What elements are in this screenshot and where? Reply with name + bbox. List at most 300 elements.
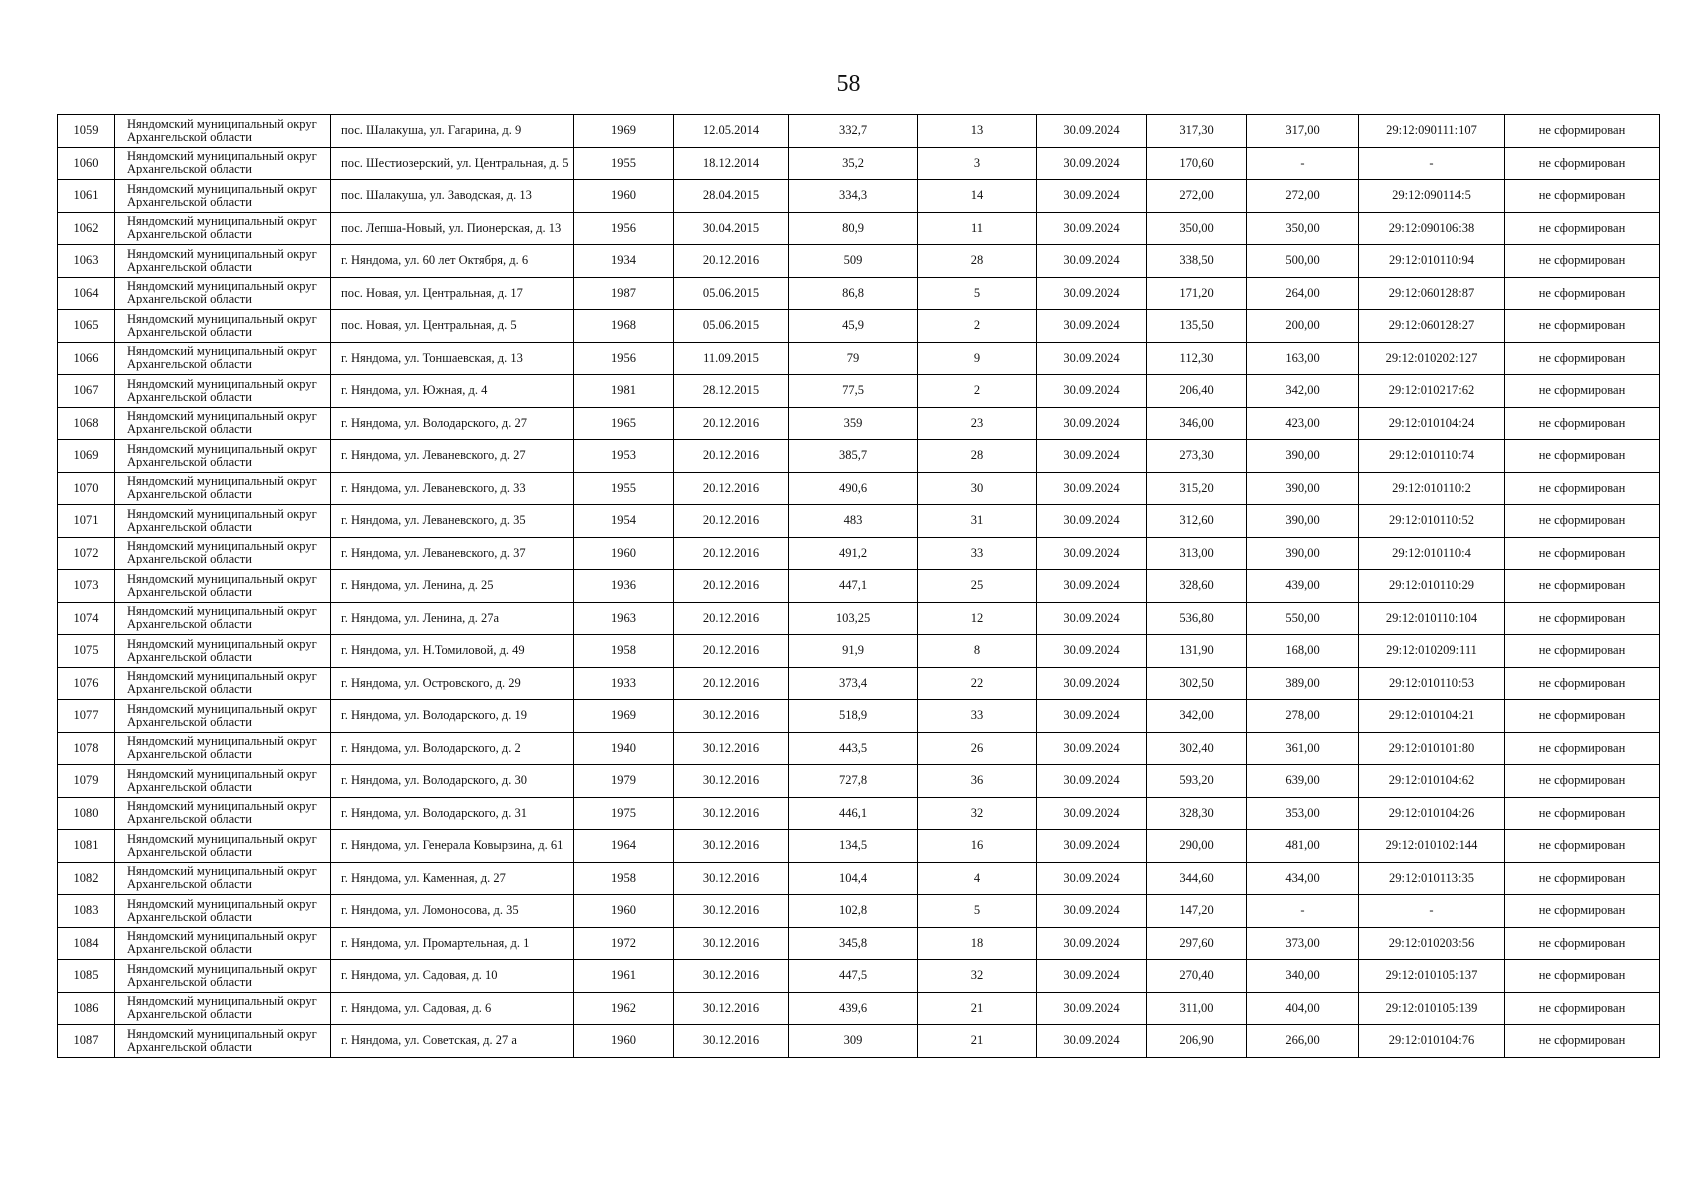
table-row [58,732,1660,765]
address-cell: г. Няндома, ул. Ломоносова, д. 35 [331,895,574,928]
municipality-cell: Няндомский муниципальный округ Архангельской области [115,862,331,895]
residents-cell: 31 [918,505,1037,538]
recognition-date-cell: 28.12.2015 [674,375,789,408]
value-b-cell: 340,00 [1247,960,1359,993]
value-a-cell: 344,60 [1147,862,1247,895]
residents-cell: 23 [918,407,1037,440]
year-built-cell: 1934 [574,245,674,278]
area-cell: 483 [789,505,918,538]
value-a-cell: 317,30 [1147,115,1247,148]
land-plot-status-cell: не сформирован [1505,212,1660,245]
table-row [58,797,1660,830]
row-number-cell: 1079 [58,765,115,798]
area-cell: 447,5 [789,960,918,993]
valuation-date-cell: 30.09.2024 [1037,375,1147,408]
residents-cell: 28 [918,245,1037,278]
value-b-cell: 272,00 [1247,180,1359,213]
area-cell: 447,1 [789,570,918,603]
land-plot-status-cell: не сформирован [1505,570,1660,603]
residents-cell: 9 [918,342,1037,375]
table-row [58,375,1660,408]
row-number-cell: 1082 [58,862,115,895]
year-built-cell: 1965 [574,407,674,440]
value-a-cell: 270,40 [1147,960,1247,993]
valuation-date-cell: 30.09.2024 [1037,830,1147,863]
residents-cell: 14 [918,180,1037,213]
valuation-date-cell: 30.09.2024 [1037,927,1147,960]
table-row [58,245,1660,278]
value-a-cell: 170,60 [1147,147,1247,180]
table-row [58,1025,1660,1058]
residents-cell: 8 [918,635,1037,668]
row-number-cell: 1070 [58,472,115,505]
year-built-cell: 1933 [574,667,674,700]
land-plot-status-cell: не сформирован [1505,407,1660,440]
valuation-date-cell: 30.09.2024 [1037,407,1147,440]
year-built-cell: 1962 [574,992,674,1025]
address-cell: г. Няндома, ул. Леваневского, д. 27 [331,440,574,473]
municipality-cell: Няндомский муниципальный округ Архангельской области [115,212,331,245]
land-plot-status-cell: не сформирован [1505,927,1660,960]
year-built-cell: 1981 [574,375,674,408]
recognition-date-cell: 30.12.2016 [674,1025,789,1058]
cadastral-number-cell: 29:12:010104:24 [1359,407,1505,440]
year-built-cell: 1955 [574,472,674,505]
cadastral-number-cell: 29:12:010110:29 [1359,570,1505,603]
valuation-date-cell: 30.09.2024 [1037,277,1147,310]
recognition-date-cell: 20.12.2016 [674,635,789,668]
row-number-cell: 1069 [58,440,115,473]
residents-cell: 22 [918,667,1037,700]
value-a-cell: 206,90 [1147,1025,1247,1058]
area-cell: 103,25 [789,602,918,635]
land-plot-status-cell: не сформирован [1505,992,1660,1025]
value-a-cell: 131,90 [1147,635,1247,668]
area-cell: 518,9 [789,700,918,733]
recognition-date-cell: 18.12.2014 [674,147,789,180]
value-a-cell: 147,20 [1147,895,1247,928]
residents-cell: 2 [918,310,1037,343]
value-a-cell: 273,30 [1147,440,1247,473]
cadastral-number-cell: 29:12:010105:137 [1359,960,1505,993]
row-number-cell: 1074 [58,602,115,635]
municipality-cell: Няндомский муниципальный округ Архангельской области [115,277,331,310]
municipality-cell: Няндомский муниципальный округ Архангельской области [115,700,331,733]
area-cell: 490,6 [789,472,918,505]
year-built-cell: 1961 [574,960,674,993]
valuation-date-cell: 30.09.2024 [1037,602,1147,635]
value-b-cell: 389,00 [1247,667,1359,700]
value-a-cell: 302,40 [1147,732,1247,765]
year-built-cell: 1955 [574,147,674,180]
table-row [58,667,1660,700]
recognition-date-cell: 20.12.2016 [674,245,789,278]
residents-cell: 21 [918,992,1037,1025]
valuation-date-cell: 30.09.2024 [1037,765,1147,798]
row-number-cell: 1072 [58,537,115,570]
row-number-cell: 1084 [58,927,115,960]
value-a-cell: 346,00 [1147,407,1247,440]
municipality-cell: Няндомский муниципальный округ Архангельской области [115,180,331,213]
value-b-cell: 163,00 [1247,342,1359,375]
year-built-cell: 1987 [574,277,674,310]
recognition-date-cell: 20.12.2016 [674,602,789,635]
land-plot-status-cell: не сформирован [1505,960,1660,993]
housing-registry-table [57,114,1660,1058]
table-row [58,472,1660,505]
municipality-cell: Няндомский муниципальный округ Архангельской области [115,407,331,440]
address-cell: г. Няндома, ул. Садовая, д. 6 [331,992,574,1025]
residents-cell: 32 [918,960,1037,993]
cadastral-number-cell: 29:12:060128:87 [1359,277,1505,310]
table-row [58,212,1660,245]
municipality-cell: Няндомский муниципальный округ Архангельской области [115,927,331,960]
valuation-date-cell: 30.09.2024 [1037,862,1147,895]
table-row [58,537,1660,570]
municipality-cell: Няндомский муниципальный округ Архангельской области [115,147,331,180]
value-b-cell: - [1247,895,1359,928]
municipality-cell: Няндомский муниципальный округ Архангельской области [115,342,331,375]
land-plot-status-cell: не сформирован [1505,830,1660,863]
table-row [58,570,1660,603]
recognition-date-cell: 30.04.2015 [674,212,789,245]
residents-cell: 5 [918,895,1037,928]
cadastral-number-cell: 29:12:010104:21 [1359,700,1505,733]
valuation-date-cell: 30.09.2024 [1037,732,1147,765]
row-number-cell: 1078 [58,732,115,765]
row-number-cell: 1086 [58,992,115,1025]
address-cell: пос. Лепша-Новый, ул. Пионерская, д. 13 [331,212,574,245]
land-plot-status-cell: не сформирован [1505,440,1660,473]
cadastral-number-cell: 29:12:060128:27 [1359,310,1505,343]
value-b-cell: 550,00 [1247,602,1359,635]
valuation-date-cell: 30.09.2024 [1037,667,1147,700]
valuation-date-cell: 30.09.2024 [1037,115,1147,148]
address-cell: г. Няндома, ул. Володарского, д. 31 [331,797,574,830]
value-a-cell: 112,30 [1147,342,1247,375]
address-cell: г. Няндома, ул. Н.Томиловой, д. 49 [331,635,574,668]
table-body [58,115,1660,1058]
municipality-cell: Няндомский муниципальный округ Архангельской области [115,635,331,668]
cadastral-number-cell: 29:12:010203:56 [1359,927,1505,960]
area-cell: 385,7 [789,440,918,473]
residents-cell: 36 [918,765,1037,798]
table-row [58,505,1660,538]
recognition-date-cell: 20.12.2016 [674,505,789,538]
value-a-cell: 328,60 [1147,570,1247,603]
municipality-cell: Няндомский муниципальный округ Архангельской области [115,732,331,765]
value-b-cell: 317,00 [1247,115,1359,148]
residents-cell: 30 [918,472,1037,505]
table-row [58,277,1660,310]
residents-cell: 26 [918,732,1037,765]
row-number-cell: 1087 [58,1025,115,1058]
row-number-cell: 1068 [58,407,115,440]
table-row [58,895,1660,928]
valuation-date-cell: 30.09.2024 [1037,245,1147,278]
year-built-cell: 1972 [574,927,674,960]
recognition-date-cell: 30.12.2016 [674,992,789,1025]
cadastral-number-cell: 29:12:010110:74 [1359,440,1505,473]
year-built-cell: 1979 [574,765,674,798]
municipality-cell: Няндомский муниципальный округ Архангельской области [115,310,331,343]
recognition-date-cell: 20.12.2016 [674,667,789,700]
municipality-cell: Няндомский муниципальный округ Архангельской области [115,830,331,863]
row-number-cell: 1081 [58,830,115,863]
year-built-cell: 1964 [574,830,674,863]
municipality-cell: Няндомский муниципальный округ Архангельской области [115,115,331,148]
value-a-cell: 312,60 [1147,505,1247,538]
cadastral-number-cell: - [1359,147,1505,180]
value-a-cell: 171,20 [1147,277,1247,310]
address-cell: г. Няндома, ул. Южная, д. 4 [331,375,574,408]
recognition-date-cell: 30.12.2016 [674,927,789,960]
recognition-date-cell: 30.12.2016 [674,830,789,863]
residents-cell: 2 [918,375,1037,408]
municipality-cell: Няндомский муниципальный округ Архангельской области [115,602,331,635]
recognition-date-cell: 30.12.2016 [674,797,789,830]
table-row [58,602,1660,635]
row-number-cell: 1061 [58,180,115,213]
address-cell: г. Няндома, ул. Леваневского, д. 37 [331,537,574,570]
year-built-cell: 1954 [574,505,674,538]
municipality-cell: Няндомский муниципальный округ Архангельской области [115,472,331,505]
year-built-cell: 1936 [574,570,674,603]
area-cell: 134,5 [789,830,918,863]
address-cell: г. Няндома, ул. Советская, д. 27 а [331,1025,574,1058]
table-row [58,407,1660,440]
value-a-cell: 272,00 [1147,180,1247,213]
row-number-cell: 1062 [58,212,115,245]
value-a-cell: 338,50 [1147,245,1247,278]
address-cell: г. Няндома, ул. Островского, д. 29 [331,667,574,700]
land-plot-status-cell: не сформирован [1505,472,1660,505]
municipality-cell: Няндомский муниципальный округ Архангельской области [115,1025,331,1058]
area-cell: 104,4 [789,862,918,895]
land-plot-status-cell: не сформирован [1505,667,1660,700]
table-row [58,147,1660,180]
year-built-cell: 1975 [574,797,674,830]
residents-cell: 12 [918,602,1037,635]
recognition-date-cell: 28.04.2015 [674,180,789,213]
year-built-cell: 1956 [574,342,674,375]
value-b-cell: 500,00 [1247,245,1359,278]
land-plot-status-cell: не сформирован [1505,505,1660,538]
year-built-cell: 1960 [574,180,674,213]
row-number-cell: 1059 [58,115,115,148]
value-a-cell: 311,00 [1147,992,1247,1025]
row-number-cell: 1067 [58,375,115,408]
value-b-cell: 264,00 [1247,277,1359,310]
table-row [58,700,1660,733]
municipality-cell: Няндомский муниципальный округ Архангельской области [115,375,331,408]
row-number-cell: 1080 [58,797,115,830]
residents-cell: 28 [918,440,1037,473]
residents-cell: 33 [918,700,1037,733]
year-built-cell: 1960 [574,1025,674,1058]
value-b-cell: - [1247,147,1359,180]
land-plot-status-cell: не сформирован [1505,895,1660,928]
cadastral-number-cell: 29:12:010110:104 [1359,602,1505,635]
residents-cell: 11 [918,212,1037,245]
valuation-date-cell: 30.09.2024 [1037,310,1147,343]
area-cell: 439,6 [789,992,918,1025]
valuation-date-cell: 30.09.2024 [1037,537,1147,570]
area-cell: 509 [789,245,918,278]
valuation-date-cell: 30.09.2024 [1037,1025,1147,1058]
municipality-cell: Няндомский муниципальный округ Архангельской области [115,570,331,603]
value-b-cell: 481,00 [1247,830,1359,863]
value-a-cell: 350,00 [1147,212,1247,245]
residents-cell: 21 [918,1025,1037,1058]
area-cell: 359 [789,407,918,440]
municipality-cell: Няндомский муниципальный округ Архангельской области [115,797,331,830]
table-row [58,180,1660,213]
residents-cell: 25 [918,570,1037,603]
value-b-cell: 361,00 [1247,732,1359,765]
area-cell: 334,3 [789,180,918,213]
area-cell: 91,9 [789,635,918,668]
address-cell: пос. Шалакуша, ул. Заводская, д. 13 [331,180,574,213]
value-a-cell: 206,40 [1147,375,1247,408]
row-number-cell: 1064 [58,277,115,310]
area-cell: 309 [789,1025,918,1058]
cadastral-number-cell: 29:12:010102:144 [1359,830,1505,863]
land-plot-status-cell: не сформирован [1505,635,1660,668]
table-row [58,765,1660,798]
municipality-cell: Няндомский муниципальный округ Архангельской области [115,765,331,798]
recognition-date-cell: 20.12.2016 [674,570,789,603]
cadastral-number-cell: 29:12:010217:62 [1359,375,1505,408]
year-built-cell: 1953 [574,440,674,473]
area-cell: 332,7 [789,115,918,148]
value-a-cell: 328,30 [1147,797,1247,830]
municipality-cell: Няндомский муниципальный округ Архангельской области [115,245,331,278]
valuation-date-cell: 30.09.2024 [1037,992,1147,1025]
area-cell: 79 [789,342,918,375]
recognition-date-cell: 30.12.2016 [674,862,789,895]
area-cell: 45,9 [789,310,918,343]
value-a-cell: 297,60 [1147,927,1247,960]
land-plot-status-cell: не сформирован [1505,537,1660,570]
cadastral-number-cell: - [1359,895,1505,928]
valuation-date-cell: 30.09.2024 [1037,797,1147,830]
address-cell: пос. Шестиозерский, ул. Центральная, д. 5 [331,147,574,180]
value-b-cell: 278,00 [1247,700,1359,733]
area-cell: 727,8 [789,765,918,798]
row-number-cell: 1066 [58,342,115,375]
value-b-cell: 390,00 [1247,440,1359,473]
area-cell: 80,9 [789,212,918,245]
cadastral-number-cell: 29:12:010110:52 [1359,505,1505,538]
recognition-date-cell: 20.12.2016 [674,537,789,570]
valuation-date-cell: 30.09.2024 [1037,960,1147,993]
value-b-cell: 390,00 [1247,537,1359,570]
row-number-cell: 1071 [58,505,115,538]
cadastral-number-cell: 29:12:010104:62 [1359,765,1505,798]
municipality-cell: Няндомский муниципальный округ Архангельской области [115,505,331,538]
address-cell: г. Няндома, ул. Леваневского, д. 35 [331,505,574,538]
address-cell: г. Няндома, ул. Володарского, д. 19 [331,700,574,733]
valuation-date-cell: 30.09.2024 [1037,570,1147,603]
residents-cell: 5 [918,277,1037,310]
cadastral-number-cell: 29:12:010110:4 [1359,537,1505,570]
recognition-date-cell: 30.12.2016 [674,732,789,765]
recognition-date-cell: 11.09.2015 [674,342,789,375]
valuation-date-cell: 30.09.2024 [1037,505,1147,538]
cadastral-number-cell: 29:12:010101:80 [1359,732,1505,765]
row-number-cell: 1065 [58,310,115,343]
residents-cell: 32 [918,797,1037,830]
address-cell: г. Няндома, ул. Володарского, д. 30 [331,765,574,798]
land-plot-status-cell: не сформирован [1505,700,1660,733]
land-plot-status-cell: не сформирован [1505,602,1660,635]
area-cell: 77,5 [789,375,918,408]
address-cell: пос. Новая, ул. Центральная, д. 5 [331,310,574,343]
value-a-cell: 135,50 [1147,310,1247,343]
land-plot-status-cell: не сформирован [1505,375,1660,408]
recognition-date-cell: 05.06.2015 [674,277,789,310]
municipality-cell: Няндомский муниципальный округ Архангельской области [115,992,331,1025]
address-cell: г. Няндома, ул. Володарского, д. 2 [331,732,574,765]
table-row [58,960,1660,993]
address-cell: г. Няндома, ул. Генерала Ковырзина, д. 61 [331,830,574,863]
value-b-cell: 439,00 [1247,570,1359,603]
value-a-cell: 302,50 [1147,667,1247,700]
year-built-cell: 1968 [574,310,674,343]
year-built-cell: 1969 [574,115,674,148]
land-plot-status-cell: не сформирован [1505,797,1660,830]
land-plot-status-cell: не сформирован [1505,310,1660,343]
land-plot-status-cell: не сформирован [1505,115,1660,148]
value-a-cell: 313,00 [1147,537,1247,570]
value-a-cell: 290,00 [1147,830,1247,863]
land-plot-status-cell: не сформирован [1505,342,1660,375]
value-b-cell: 404,00 [1247,992,1359,1025]
land-plot-status-cell: не сформирован [1505,147,1660,180]
value-b-cell: 200,00 [1247,310,1359,343]
table-row [58,862,1660,895]
valuation-date-cell: 30.09.2024 [1037,472,1147,505]
residents-cell: 4 [918,862,1037,895]
recognition-date-cell: 30.12.2016 [674,700,789,733]
table-row [58,342,1660,375]
recognition-date-cell: 05.06.2015 [674,310,789,343]
value-a-cell: 536,80 [1147,602,1247,635]
year-built-cell: 1958 [574,862,674,895]
table-row [58,440,1660,473]
row-number-cell: 1076 [58,667,115,700]
valuation-date-cell: 30.09.2024 [1037,440,1147,473]
recognition-date-cell: 20.12.2016 [674,472,789,505]
address-cell: г. Няндома, ул. Садовая, д. 10 [331,960,574,993]
area-cell: 373,4 [789,667,918,700]
year-built-cell: 1963 [574,602,674,635]
cadastral-number-cell: 29:12:090114:5 [1359,180,1505,213]
address-cell: пос. Шалакуша, ул. Гагарина, д. 9 [331,115,574,148]
address-cell: пос. Новая, ул. Центральная, д. 17 [331,277,574,310]
value-b-cell: 423,00 [1247,407,1359,440]
residents-cell: 33 [918,537,1037,570]
residents-cell: 18 [918,927,1037,960]
cadastral-number-cell: 29:12:010113:35 [1359,862,1505,895]
address-cell: г. Няндома, ул. Каменная, д. 27 [331,862,574,895]
land-plot-status-cell: не сформирован [1505,180,1660,213]
cadastral-number-cell: 29:12:010209:111 [1359,635,1505,668]
valuation-date-cell: 30.09.2024 [1037,342,1147,375]
table-row [58,310,1660,343]
row-number-cell: 1075 [58,635,115,668]
